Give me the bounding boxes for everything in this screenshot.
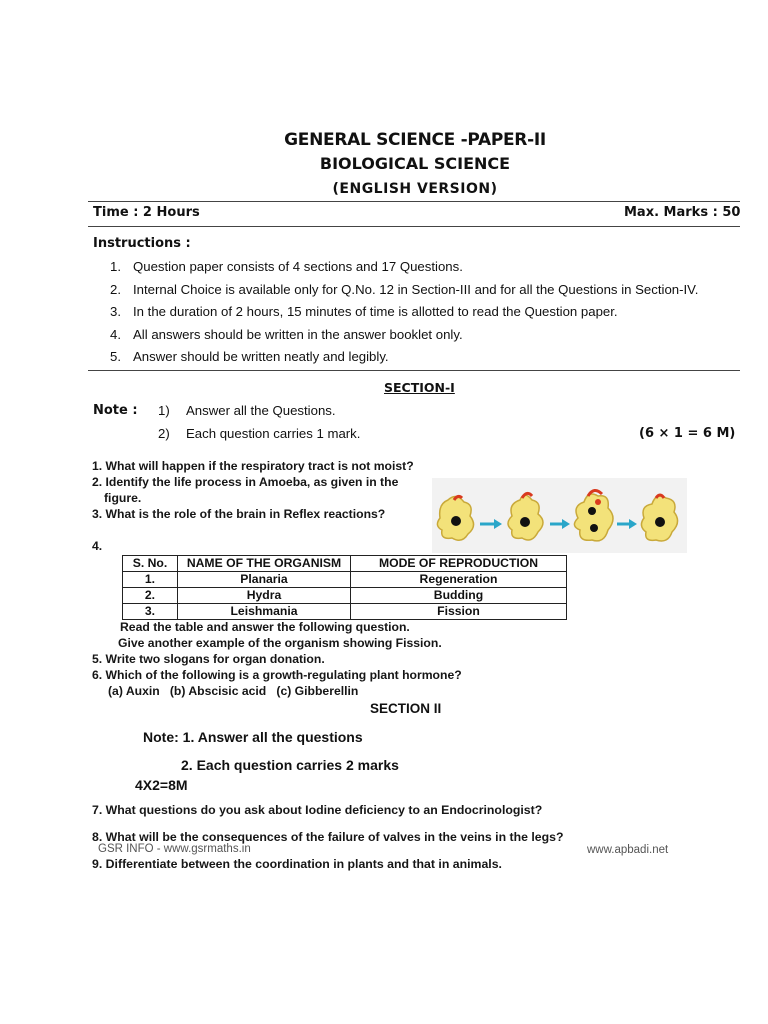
max-marks-label: Max. Marks : 50 [624,205,741,220]
arrow-icon [480,519,502,529]
instruction-item: 1. Question paper consists of 4 sections and 17 Questions. [110,259,463,274]
section2-note-2: 2. Each question carries 2 marks [181,757,399,773]
question-2-continued: figure. [104,491,142,505]
question-3: 3. What is the role of the brain in Reflex reactions? [92,507,386,521]
organism-table [122,555,567,620]
section1-marks: (6 × 1 = 6 M) [639,426,736,441]
table-cell: Budding [351,588,567,604]
question-1: 1. What will happen if the respiratory tract is not moist? [92,459,414,473]
time-label: Time : 2 Hours [93,205,200,220]
question-6-options: (a) Auxin (b) Abscisic acid (c) Gibberellin [108,684,359,698]
table-cell: Planaria [178,572,351,588]
instruction-item: 4. All answers should be written in the answer booklet only. [110,327,463,342]
instruction-item: 2. Internal Choice is available only for Q.No. 12 in Section-III and for all the Questions in Section-IV. [110,282,699,297]
divider-instructions [88,370,740,371]
amoeba-stage-2 [508,493,543,540]
amoeba-stage-1 [437,496,473,540]
table-cell: Regeneration [351,572,567,588]
note-item: 1) Answer all the Questions. [158,403,336,418]
question-9: 9. Differentiate between the coordination in plants and that in animals. [92,857,502,871]
paper-title: GENERAL SCIENCE -PAPER-II [284,130,546,150]
table-header-row [123,556,567,572]
question-4-text: Read the table and answer the following question. [120,620,410,634]
section1-heading: SECTION-I [384,380,455,395]
amoeba-stage-4 [641,495,677,541]
divider-top [88,201,740,202]
subject-title: BIOLOGICAL SCIENCE [319,154,511,173]
table-cell: 3. [123,604,178,620]
arrow-icon [550,519,570,529]
amoeba-fission-figure [432,478,687,553]
table-row [123,604,567,620]
table-header-cell: MODE OF REPRODUCTION [351,556,567,572]
question-5: 5. Write two slogans for organ donation. [92,652,325,666]
instructions-heading: Instructions : [93,236,191,251]
question-4-prompt: Give another example of the organism showing Fission. [118,636,442,650]
divider-header [88,226,740,227]
watermark-right: www.apbadi.net [587,844,669,856]
arrow-icon [617,519,637,529]
note-item: 2) Each question carries 1 mark. [158,426,361,441]
question-7: 7. What questions do you ask about Iodine deficiency to an Endocrinologist? [92,803,543,817]
question-4: 4. [92,539,103,553]
table-cell: Fission [351,604,567,620]
table-cell: 2. [123,588,178,604]
section2-note-1: Note: 1. Answer all the questions [143,729,363,745]
question-6: 6. Which of the following is a growth-regulating plant hormone? [92,668,462,682]
table-header-cell: S. No. [123,556,178,572]
watermark-left: GSR INFO - www.gsrmaths.in [98,843,251,855]
note-label: Note : [93,403,138,418]
table-cell: Leishmania [178,604,351,620]
instruction-item: 5. Answer should be written neatly and legibly. [110,349,389,364]
question-8: 8. What will be the consequences of the failure of valves in the veins in the legs? [92,830,564,844]
amoeba-stage-3 [574,490,613,540]
question-2: 2. Identify the life process in Amoeba, as given in the [92,475,399,489]
table-row [123,588,567,604]
version-label: (ENGLISH VERSION) [332,181,498,197]
section2-marks: 4X2=8M [135,777,188,793]
table-cell: Hydra [178,588,351,604]
table-row [123,572,567,588]
table-header-cell: NAME OF THE ORGANISM [178,556,351,572]
instruction-item: 3. In the duration of 2 hours, 15 minutes of time is allotted to read the Question paper. [110,304,618,319]
table-cell: 1. [123,572,178,588]
section2-heading: SECTION II [370,701,442,716]
